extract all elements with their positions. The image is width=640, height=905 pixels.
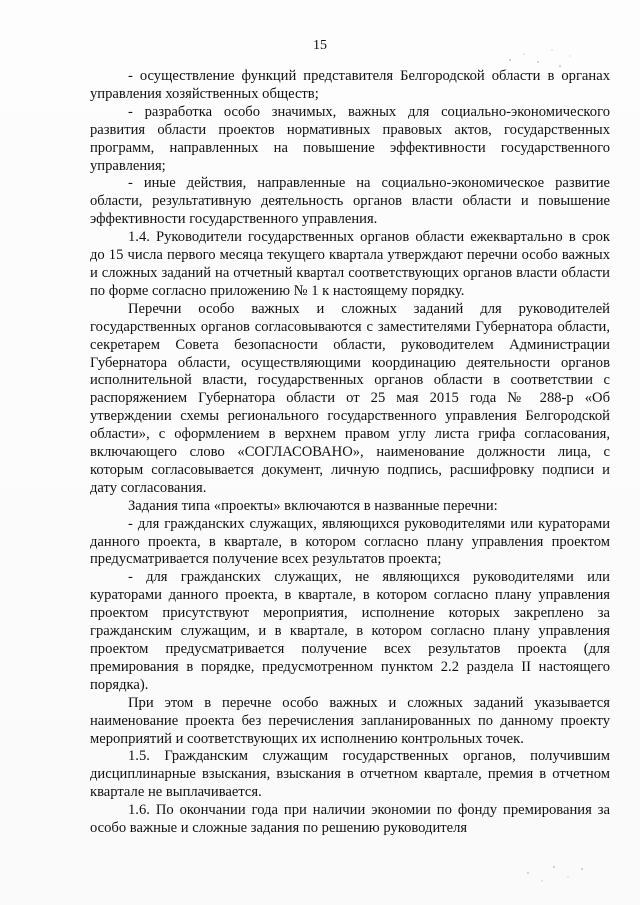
paragraph-1-5: 1.5. Гражданским служащим государственных органов, получившим дисциплинарные взыскания, взыскания в отчетном квартале, премия в отчетном квартале не выплачивается. xyxy=(90,748,610,801)
paragraph-1-4: 1.4. Руководители государственных органов области ежеквартально в срок до 15 числа первого месяца текущего квартала утверждают перечни особо важных и сложных заданий на отчетный квартал соответствующих органов власти области по форме согласно приложению № 1 к настоящему порядку. xyxy=(90,229,610,299)
paragraph-project-name-note: При этом в перечне особо важных и сложных заданий указывается наименование проекта без перечисления запланированных по данному проекту мероприятий и соответствующих их исполнению контрольных точек. xyxy=(90,694,610,747)
paragraph-approval-lists: Перечни особо важных и сложных заданий для руководителей государственных органов согласовываются с заместителями Губернатора области, секретарем Совета безопасности области, руководителем Администрации Губернатора области, осуществляющими координацию деятельности органов исполнительной власти, государственных органов области в соответствии с распоряжением Губернатора области от 25 мая 2015 года № 288-р «Об утверждении схемы регионального государственного управления Белгородской области», с оформлением в верхнем правом углу листа грифа согласования, включающего слово «СОГЛАСОВАНО», наименование должности лица, с которым согласовывается документ, личную подпись, расшифровку подписи и дату согласования. xyxy=(90,300,610,496)
page-number: 15 xyxy=(313,38,327,53)
paragraph-bullet-other-actions: - иные действия, направленные на социально-экономическое развитие области, результативную деятельность органов власти области и повышение эффективности государственного управления. xyxy=(90,175,610,228)
paragraph-bullet-non-leaders: - для гражданских служащих, не являющихся руководителями или кураторами данного проекта, в квартале, в котором согласно плану управления проектом присутствуют мероприятия, исполнение которых закреплено за гражданским служащим, и в квартале, в котором согласно плану управления проектом предусматривается получение всех результатов проекта (для премирования в порядке, предусмотренном пунктом 2.2 раздела II настоящего порядка). xyxy=(90,569,610,693)
document-body xyxy=(90,68,610,838)
paragraph-projects-intro: Задания типа «проекты» включаются в названные перечни: xyxy=(128,497,498,514)
paragraph-bullet-project-leaders: - для гражданских служащих, являющихся руководителями или кураторами данного проекта, в квартале, в котором согласно плану управления проектом предусматривается получение всех результатов проекта; xyxy=(90,515,610,568)
paragraph-bullet-representative: - осуществление функций представителя Белгородской области в органах управления хозяйственных обществ; xyxy=(90,68,610,102)
paragraph-bullet-draft-acts: - разработка особо значимых, важных для социально-экономического развития области проектов нормативных правовых актов, государственных программ, направленных на повышение эффективности государственного управления; xyxy=(90,103,610,174)
paragraph-1-6: 1.6. По окончании года при наличии экономии по фонду премирования за особо важные и сложные задания по решению руководителя xyxy=(90,802,610,837)
scan-speckle-bottom xyxy=(520,855,600,895)
